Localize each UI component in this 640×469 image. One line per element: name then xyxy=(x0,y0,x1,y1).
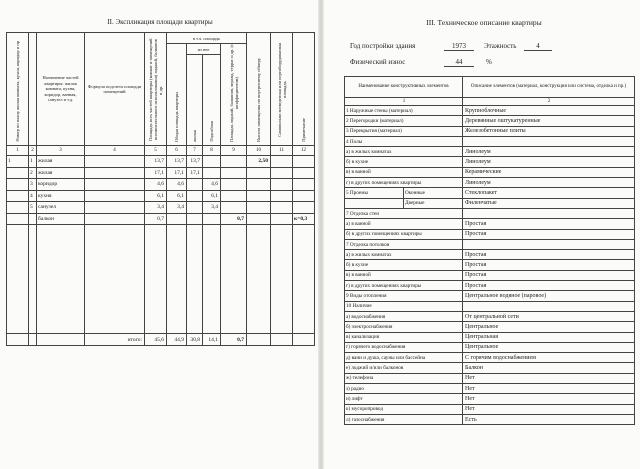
cell-total: 6,1 xyxy=(167,190,187,202)
element-name xyxy=(345,199,404,208)
description-row xyxy=(345,384,635,394)
element-name: 9 Виды отопления xyxy=(345,291,463,301)
header-note: Примечание xyxy=(293,33,315,146)
description-row xyxy=(345,373,635,383)
element-description xyxy=(463,301,635,311)
area-row xyxy=(7,156,315,168)
cell-loggia xyxy=(221,179,247,191)
element-name: б) в других помещениях квартиры xyxy=(345,229,463,239)
head-elements: Наименование конструктивных элементов xyxy=(345,77,463,98)
tech-description-title: III. Техническое описание квартиры xyxy=(426,18,542,27)
cell-plan xyxy=(7,202,29,214)
description-row xyxy=(345,198,635,208)
element-name: ж) телефона xyxy=(345,373,463,383)
area-row xyxy=(7,179,315,191)
element-name: 7 Отделка стен xyxy=(345,208,463,218)
element-name: в) в ванной xyxy=(345,270,463,280)
cell-aux xyxy=(203,156,221,168)
element-description: Простая xyxy=(463,270,635,280)
wear-label: Физический износ xyxy=(350,58,406,66)
cell-num: 1 xyxy=(29,156,37,168)
header-area-group: в т.ч. площадь xyxy=(167,33,247,44)
element-description: Простая xyxy=(463,281,635,291)
element-name: б) электроснабжения xyxy=(345,322,463,332)
cell-plan xyxy=(7,213,29,225)
description-row xyxy=(345,167,635,177)
totals-area: 45,6 xyxy=(145,334,167,346)
cell-aux xyxy=(203,213,221,225)
cell-total: 3,4 xyxy=(167,202,187,214)
description-row xyxy=(345,322,635,332)
description-row xyxy=(345,301,635,311)
cell-plan xyxy=(7,179,29,191)
element-name: д) ванн и душа, сауны или бассейна xyxy=(345,353,463,363)
cell-name: жилая xyxy=(37,156,85,168)
description-row xyxy=(345,270,635,280)
cell-note xyxy=(293,156,315,168)
element-description: Линолеум xyxy=(463,178,635,188)
element-subtype: Дверные xyxy=(405,200,425,207)
element-description: Нет xyxy=(463,384,635,394)
technical-description-table xyxy=(344,76,635,425)
element-name: 1 Наружные стены (материал) xyxy=(345,106,463,116)
element-description: Центральная xyxy=(463,332,635,342)
description-row xyxy=(345,291,635,301)
cell-height xyxy=(247,167,271,179)
wear-value: 44 xyxy=(444,58,474,67)
wear-unit: % xyxy=(486,58,492,66)
element-description: От центральной сети xyxy=(463,311,635,321)
element-name: в) в ванной xyxy=(345,167,463,177)
cell-name: жилая xyxy=(37,167,85,179)
cell-living: 13,7 xyxy=(187,156,203,168)
element-description: Центральное xyxy=(463,322,635,332)
header-of-which: из нее xyxy=(187,44,221,55)
cell-note xyxy=(293,167,315,179)
element-description: Балкон xyxy=(463,363,635,373)
header-formula: Формула подсчета площади помещений xyxy=(85,33,145,146)
element-name: а) в жилых комнатах xyxy=(345,147,463,157)
cell-height xyxy=(247,213,271,225)
description-row xyxy=(345,281,635,291)
cell-living xyxy=(187,179,203,191)
floors-value: 4 xyxy=(524,42,552,51)
totals-loggia: 0,7 xyxy=(221,334,247,346)
cell-height xyxy=(247,190,271,202)
area-row xyxy=(7,202,315,214)
element-name: б) в кухне xyxy=(345,157,463,167)
head-description: Описание элементов (материал, конструкция или система, отделка и пр.) xyxy=(463,77,635,98)
cell-living xyxy=(187,190,203,202)
element-name: 3 Перекрытия (материал) xyxy=(345,126,463,136)
description-row xyxy=(345,404,635,414)
totals-aux: 14,1 xyxy=(203,334,221,346)
cell-num: 3 xyxy=(29,179,37,191)
description-row xyxy=(345,219,635,229)
cell-loggia xyxy=(221,190,247,202)
element-description: Простая xyxy=(463,219,635,229)
year-value: 1973 xyxy=(444,42,474,51)
element-subtype: Оконные xyxy=(405,190,425,197)
description-row xyxy=(345,147,635,157)
element-name: 7 Отделка потолков xyxy=(345,239,463,249)
cell-plan xyxy=(7,167,29,179)
description-row xyxy=(345,157,635,167)
element-name: б) в кухне xyxy=(345,260,463,270)
cell-name: санузел xyxy=(37,202,85,214)
element-description: Линолеум xyxy=(463,157,635,167)
element-description xyxy=(463,208,635,218)
cell-plan xyxy=(7,190,29,202)
description-row xyxy=(345,126,635,136)
description-row xyxy=(345,250,635,260)
totals-row xyxy=(7,334,315,346)
cell-total: 17,1 xyxy=(167,167,187,179)
element-name: и) лифт xyxy=(345,394,463,404)
right-page xyxy=(324,0,640,469)
description-row xyxy=(345,229,635,239)
element-description: Нет xyxy=(463,373,635,383)
cell-note xyxy=(293,179,315,191)
element-name: к) мусоропровод xyxy=(345,404,463,414)
description-row xyxy=(345,188,635,198)
cell-name: кухня xyxy=(37,190,85,202)
cell-note xyxy=(293,190,315,202)
description-row xyxy=(345,136,635,146)
cell-aux: 4,6 xyxy=(203,179,221,191)
cell-note xyxy=(293,202,315,214)
area-row xyxy=(7,190,315,202)
description-row xyxy=(345,363,635,373)
cell-note: к=0,3 xyxy=(293,213,315,225)
element-name: л) газоснабжения xyxy=(345,414,463,424)
cell-area: 6,1 xyxy=(145,190,167,202)
element-name: г) горячего водоснабжения xyxy=(345,342,463,352)
cell-name: балкон xyxy=(37,213,85,225)
cell-total: 13,7 xyxy=(167,156,187,168)
element-description: Линолеум xyxy=(463,147,635,157)
element-name: е) лоджий и/или балконов xyxy=(345,363,463,373)
element-description: Центральное водяное (паровое) xyxy=(463,291,635,301)
cell-aux: 3,4 xyxy=(203,202,221,214)
element-description: Нет xyxy=(463,404,635,414)
header-plan-number: Номер по плану жилая комната, кухня, коридор и пр xyxy=(7,33,29,146)
cell-num: 2 xyxy=(29,167,37,179)
description-row xyxy=(345,260,635,270)
header-unauthorized: Самовольно возведенная или переоборудованная площадь xyxy=(271,33,293,146)
cell-name: коридор xyxy=(37,179,85,191)
totals-label: итого: xyxy=(85,334,145,346)
header-purpose: Назначение частей квартиры: жилая комната, кухня, коридор, ванная, санузел и т.д. xyxy=(37,33,85,146)
year-label: Год постройки здания xyxy=(350,42,416,50)
description-row xyxy=(345,106,635,116)
element-description: С горячим водоснабжением xyxy=(463,353,635,363)
cell-aux xyxy=(203,167,221,179)
cell-living xyxy=(187,202,203,214)
element-name: а) водоснабжения xyxy=(345,311,463,321)
cell-height: 2,50 xyxy=(247,156,271,168)
cell-num xyxy=(29,213,37,225)
cell-num: 5 xyxy=(29,202,37,214)
cell-height xyxy=(247,179,271,191)
cell-total xyxy=(167,213,187,225)
element-name: 5 Проемы xyxy=(345,188,404,197)
totals-total: 44,9 xyxy=(167,334,187,346)
description-row xyxy=(345,208,635,218)
element-name: з) радио xyxy=(345,384,463,394)
header-total-area: Общая площадь квартиры xyxy=(167,44,187,146)
cell-area: 17,1 xyxy=(145,167,167,179)
element-name: в) канализации xyxy=(345,332,463,342)
cell-area: 13,7 xyxy=(145,156,167,168)
element-name: а) в жилых комнатах xyxy=(345,250,463,260)
element-description: Крупноблочные xyxy=(463,106,635,116)
cell-aux: 6,1 xyxy=(203,190,221,202)
cell-loggia xyxy=(221,202,247,214)
element-name: 4 Полы xyxy=(345,136,463,146)
element-description xyxy=(463,136,635,146)
description-row xyxy=(345,178,635,188)
cell-area: 3,4 xyxy=(145,202,167,214)
header-height: Высота помещения по внутреннему обмеру xyxy=(247,33,271,146)
element-description xyxy=(463,239,635,249)
element-description: Железобетонные плиты xyxy=(463,126,635,136)
cell-height xyxy=(247,202,271,214)
element-description: Стеклопакет xyxy=(463,188,635,198)
header-living: жилая xyxy=(187,55,203,146)
cell-plan: 1 xyxy=(7,156,29,168)
description-row xyxy=(345,311,635,321)
element-description: Простая xyxy=(463,229,635,239)
cell-loggia: 0,7 xyxy=(221,213,247,225)
empty-space-row xyxy=(7,225,315,334)
description-row xyxy=(345,394,635,404)
element-description: Простая xyxy=(463,250,635,260)
element-description: Центральное xyxy=(463,342,635,352)
header-loggia: Площадь лоджий, балконов, веранд, террас и др. (с коэффициентом) xyxy=(221,44,247,146)
description-row xyxy=(345,332,635,342)
description-row xyxy=(345,414,635,424)
element-name: г) в других помещениях квартиры xyxy=(345,281,463,291)
header-area-all: Площадь всех частей квартиры (комнат и помещений вспомогательного использования) лоджий, балконов и др. xyxy=(145,33,167,146)
desc-number-row: 1 2 xyxy=(345,98,635,106)
cell-num: 4 xyxy=(29,190,37,202)
cell-living: 17,1 xyxy=(187,167,203,179)
cell-loggia xyxy=(221,156,247,168)
area-row xyxy=(7,213,315,225)
description-row xyxy=(345,342,635,352)
element-name: 2 Перегородки (материал) xyxy=(345,116,463,126)
cell-total: 4,6 xyxy=(167,179,187,191)
floors-label: Этажность xyxy=(484,42,517,50)
explication-title: II. Экспликация площади квартиры xyxy=(107,18,213,26)
cell-area: 4,6 xyxy=(145,179,167,191)
description-row xyxy=(345,239,635,249)
element-description: Есть xyxy=(463,414,635,424)
description-row xyxy=(345,116,635,126)
description-row xyxy=(345,353,635,363)
cell-area: 0,7 xyxy=(145,213,167,225)
header-number xyxy=(29,33,37,146)
totals-living: 30,8 xyxy=(187,334,203,346)
cell-living xyxy=(187,213,203,225)
column-number-row: 1 2 3 4 5 6 7 8 9 10 11 12 xyxy=(7,146,315,156)
element-description: Филенчатые xyxy=(463,198,635,208)
element-description: Керамические xyxy=(463,167,635,177)
cell-loggia xyxy=(221,167,247,179)
header-auxiliary: Подсобная xyxy=(203,55,221,146)
element-name: 10 Наличие xyxy=(345,301,463,311)
element-name: а) в ванной xyxy=(345,219,463,229)
area-row xyxy=(7,167,315,179)
element-description: Нет xyxy=(463,394,635,404)
element-name: г) в других помещениях квартиры xyxy=(345,178,463,188)
element-description: Простая xyxy=(463,260,635,270)
area-explication-table xyxy=(6,32,315,346)
element-description: Деревянные оштукатуренные xyxy=(463,116,635,126)
